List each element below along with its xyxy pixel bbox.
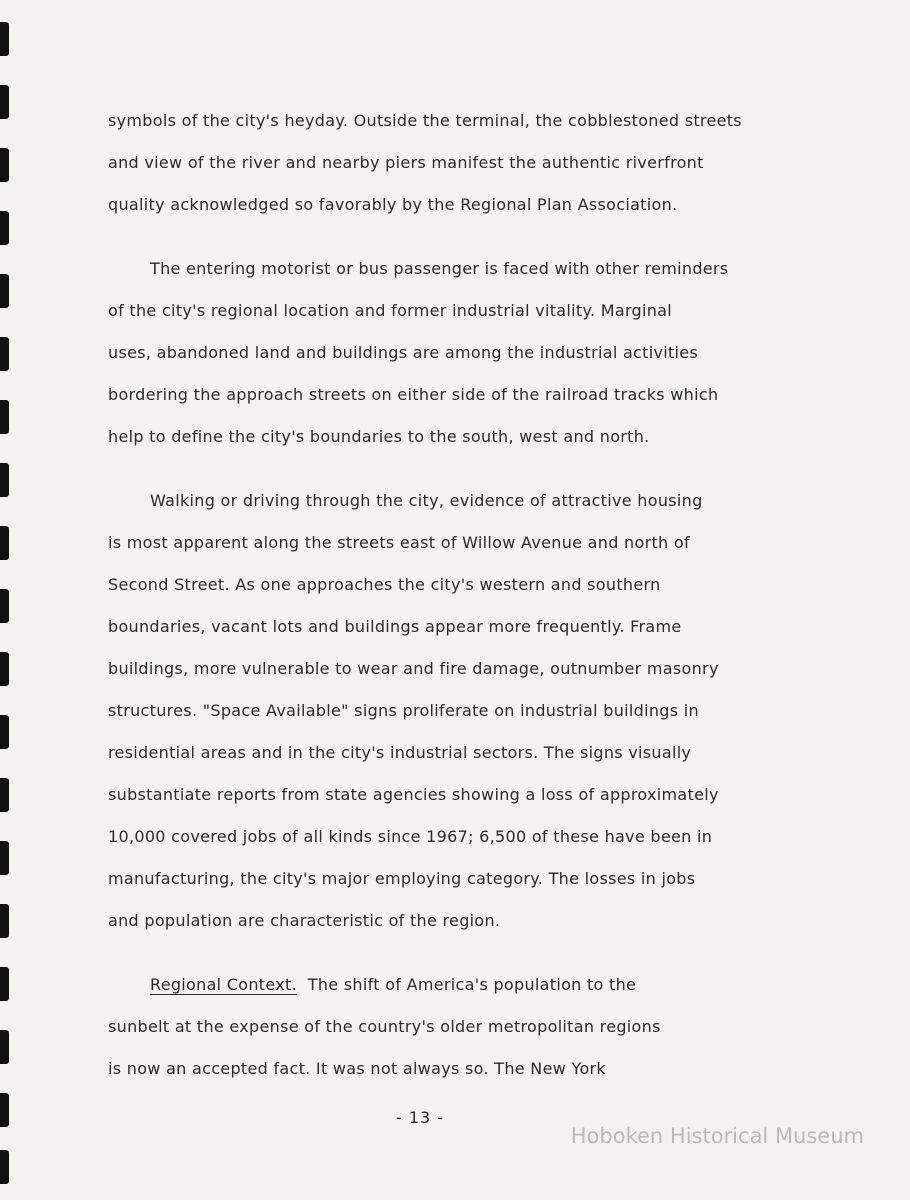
binding-hole: [0, 337, 9, 371]
text-line: bordering the approach streets on either side of the railroad tracks which: [108, 385, 719, 404]
binding-hole: [0, 967, 9, 1001]
text-line: The entering motorist or bus passenger is faced with other reminders: [150, 259, 729, 278]
text-line: Walking or driving through the city, evidence of attractive housing: [150, 491, 703, 510]
binding-hole: [0, 22, 9, 56]
text-line: sunbelt at the expense of the country's older metropolitan regions: [108, 1017, 661, 1036]
text-line: is now an accepted fact. It was not always so. The New York: [108, 1059, 606, 1078]
text-line: quality acknowledged so favorably by the Regional Plan Association.: [108, 195, 678, 214]
binding-hole: [0, 841, 9, 875]
text-line: residential areas and in the city's industrial sectors. The signs visually: [108, 743, 692, 762]
text-line: and view of the river and nearby piers manifest the authentic riverfront: [108, 153, 704, 172]
binding-hole: [0, 652, 9, 686]
text-line: help to define the city's boundaries to the south, west and north.: [108, 427, 650, 446]
binding-hole: [0, 400, 9, 434]
binding-hole: [0, 211, 9, 245]
watermark: Hoboken Historical Museum: [570, 1124, 864, 1148]
text-line: Second Street. As one approaches the city's western and southern: [108, 575, 661, 594]
text-line: buildings, more vulnerable to wear and fire damage, outnumber masonry: [108, 659, 719, 678]
text-run: The shift of America's population to the: [296, 975, 637, 994]
text-line: 10,000 covered jobs of all kinds since 1967; 6,500 of these have been in: [108, 827, 713, 846]
binding-hole: [0, 715, 9, 749]
section-heading: Regional Context.: [150, 975, 297, 994]
paragraph-2: [108, 248, 828, 458]
paragraph-3: [108, 480, 828, 942]
text-line: structures. "Space Available" signs proliferate on industrial buildings in: [108, 701, 699, 720]
binding-hole: [0, 1030, 9, 1064]
binding-hole: [0, 85, 9, 119]
binding-hole: [0, 148, 9, 182]
text-line: of the city's regional location and former industrial vitality. Marginal: [108, 301, 673, 320]
page-body: [108, 100, 828, 1090]
binding-hole: [0, 463, 9, 497]
text-line: boundaries, vacant lots and buildings appear more frequently. Frame: [108, 617, 682, 636]
binding-hole: [0, 778, 9, 812]
binding-hole: [0, 589, 9, 623]
text-line: [108, 964, 828, 1006]
binding-hole: [0, 526, 9, 560]
binding-hole: [0, 904, 9, 938]
paragraph-4: [108, 964, 828, 1090]
text-line: substantiate reports from state agencies showing a loss of approximately: [108, 785, 719, 804]
paragraph-1: [108, 100, 828, 226]
spiral-binding: [0, 0, 18, 1200]
page-number: - 13 -: [395, 1108, 445, 1127]
text-line: uses, abandoned land and buildings are among the industrial activities: [108, 343, 699, 362]
binding-hole: [0, 274, 9, 308]
text-line: is most apparent along the streets east of Willow Avenue and north of: [108, 533, 690, 552]
text-line: symbols of the city's heyday. Outside the terminal, the cobblestoned streets: [108, 111, 742, 130]
text-line: and population are characteristic of the region.: [108, 911, 501, 930]
text-line: manufacturing, the city's major employing category. The losses in jobs: [108, 869, 696, 888]
binding-hole: [0, 1150, 9, 1184]
